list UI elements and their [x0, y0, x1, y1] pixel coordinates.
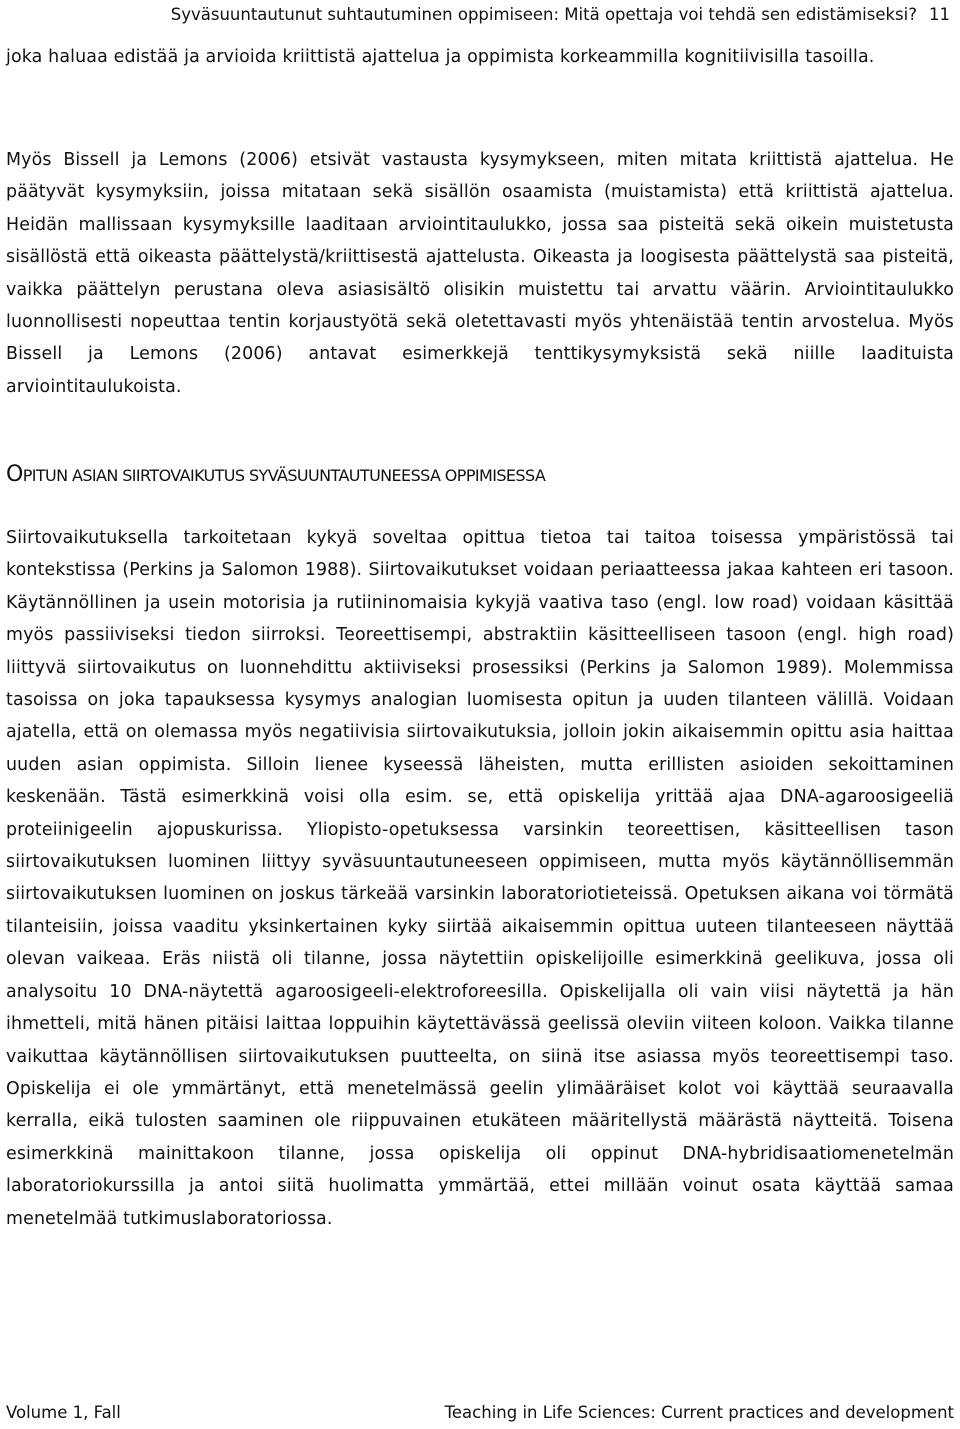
header-title: Syväsuuntautunut suhtautuminen oppimiseen: Mitä opettaja voi tehdä sen edistämiseksi?	[170, 5, 917, 24]
section-heading: OPITUN ASIAN SIIRTOVAIKUTUS SYVÄSUUNTAUTUNEESSA OPPIMISESSA	[6, 462, 546, 487]
paragraph-continued: joka haluaa edistää ja arvioida kriittistä ajattelua ja oppimista korkeammilla kognitiivisilla tasoilla.	[6, 47, 875, 67]
running-header	[150, 4, 950, 26]
footer-journal-title: Teaching in Life Sciences: Current practices and development	[444, 1403, 954, 1422]
section-body-paragraph: Siirtovaikutuksella tarkoitetaan kykyä soveltaa opittua tietoa tai taitoa toisessa ympäristössä tai kontekstissa (Perkins ja Salomon 1988). Siirtovaikutukset voidaan periaatteessa jakaa kahteen eri tasoon. Käytännöllinen ja usein motorisia ja rutiininomaisia kykyjä vaativa taso (engl. low road) voidaan käsittää myös passiiviseksi tiedon siirroksi. Teoreettisempi, abstraktiin käsitteelliseen tasoon (engl. high road) liittyvä siirtovaikutus on luonnehdittu aktiiviseksi prosessiksi (Perkins ja Salomon 1989). Molemmissa tasoissa on joka tapauksessa kysymys analogian luomisesta opitun ja uuden tilanteen välillä. Voidaan ajatella, että on olemassa myös negatiivisia siirtovaikutuksia, jolloin jokin aikaisemmin opittu asia haittaa uuden asian oppimista. Silloin lienee kyseessä läheisten, mutta erillisten asioiden sekoittaminen keskenään. Tästä esimerkkinä voisi olla esim. se, että opiskelija yrittää ajaa DNA-agaroosigeeliä proteiinigeelin ajopuskurissa. Yliopisto-opetuksessa varsinkin teoreettisen, käsitteellisen tason siirtovaikutuksen luominen liittyy syväsuuntautuneeseen oppimiseen, mutta myös käytännöllisemmän siirtovaikutuksen luominen on joskus tärkeää varsinkin laboratoriotieteissä. Opetuksen aikana voi törmätä tilanteisiin, joissa vaaditu yksinkertainen kyky siirtää aikaisemmin opittua uuteen tilanteeseen näyttää olevan vaikeaa. Eräs niistä oli tilanne, jossa näytettiin opiskelijoille esimerkkinä geelikuva, jossa oli analysoitu 10 DNA-näytettä agaroosigeeli-elektroforeesilla. Opiskelijalla oli vain viisi näytettä ja hän ihmetteli, mitä hänen pitäisi laittaa loppuihin käytettävässä geelissä oleviin viiteen koloon. Vaikka tilanne vaikuttaa käytännöllisen siirtovaikutuksen puutteelta, on siinä itse asiassa myös teoreettisempi taso. Opiskelija ei ole ymmärtänyt, että menetelmässä geelin ylimääräiset kolot voi käyttää seuraavalla kerralla, eikä tulosten saaminen ole riippuvainen etukäteen määritellystä määrästä näytteitä. Toisena esimerkkinä mainittakoon tilanne, jossa opiskelija oli oppinut DNA-hybridisaatiomenetelmän laboratoriokurssilla ja antoi siitä huolimatta ymmärtää, ettei millään voinut osata käyttää samaa menetelmää tutkimuslaboratoriossa.	[6, 528, 954, 1229]
paragraph-bissell-lemons: Myös Bissell ja Lemons (2006) etsivät vastausta kysymykseen, miten mitata kriittistä ajattelua. He päätyvät kysymyksiin, joissa mitataan sekä sisällön osaamista (muistamista) että kriittistä ajattelua. Heidän mallissaan kysymyksille laaditaan arviointitaulukko, jossa saa pisteitä sekä oikein muistetusta sisällöstä että oikeasta päättelystä/kriittisestä ajattelusta. Oikeasta ja loogisesta päättelystä saa pisteitä, vaikka päättelyn perustana oleva asiasisältö olisikin muistettu tai arvattu väärin. Arviointitaulukko luonnollisesti nopeuttaa tentin korjaustyötä sekä oletettavasti myös yhtenäistää tentin arvostelua. Myös Bissell ja Lemons (2006) antavat esimerkkejä tenttikysymyksistä sekä niille laadituista arviointitaulukoista.	[6, 150, 954, 397]
running-footer	[6, 1402, 954, 1424]
page-number: 11	[929, 5, 950, 24]
footer-volume: Volume 1, Fall	[6, 1403, 121, 1422]
